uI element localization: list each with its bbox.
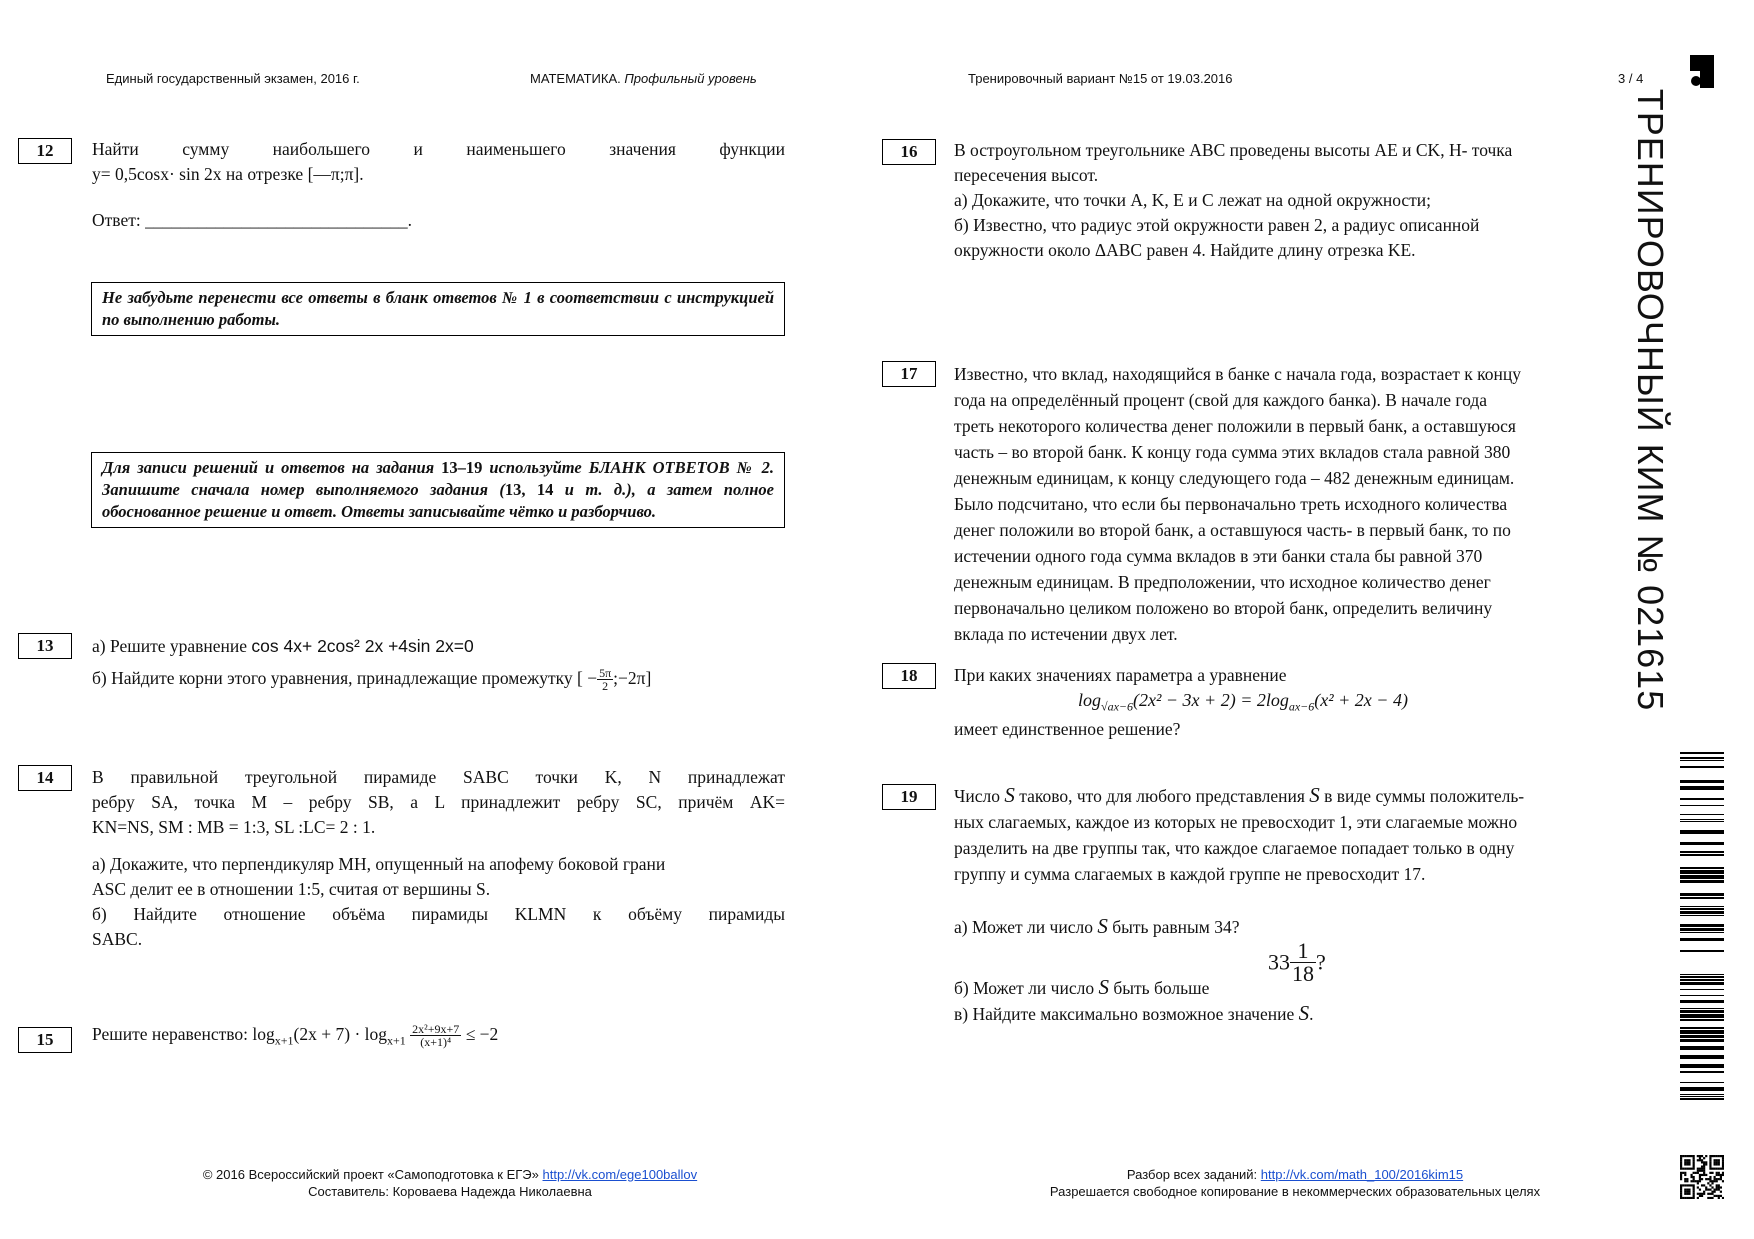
task-14-l2: ребру SA, точка M – ребру SB, a L принадлежит ребру SC, причём AK= bbox=[92, 792, 785, 812]
task-19-b2: быть больше bbox=[1108, 978, 1210, 998]
task-19-frac-num: 1 bbox=[1290, 940, 1316, 963]
task-17-line: треть некоторого количества денег положили в первый банк, а оставшуюся bbox=[954, 416, 1516, 436]
task-18-l3: имеет единственное решение? bbox=[954, 719, 1181, 739]
task-16-l3: а) Докажите, что точки A, K, E и C лежат на одной окружности; bbox=[954, 190, 1432, 210]
task-19-whole: 33 bbox=[1268, 949, 1290, 975]
notice-answer-form-2 bbox=[91, 452, 785, 528]
answer-label: Ответ: bbox=[92, 210, 146, 230]
answer-blank[interactable]: ______________________________. bbox=[145, 210, 412, 230]
task-14-b1: б) Найдите отношение объёма пирамиды KLMN к объёму пирамиды bbox=[92, 904, 785, 924]
task-12-answer bbox=[92, 208, 412, 233]
task-19-l1c: в виде суммы положитель- bbox=[1319, 786, 1525, 806]
task-19-b bbox=[954, 975, 1209, 1001]
task-16-l4: б) Известно, что радиус этой окружности равен 2, а радиус описанной bbox=[954, 215, 1480, 235]
task-19-c2: . bbox=[1309, 1004, 1314, 1024]
task-19-var-s: S bbox=[1098, 975, 1109, 999]
task-14-text bbox=[92, 765, 785, 952]
task-15-text bbox=[92, 1022, 498, 1054]
task-18-mid: (2x² − 3x + 2) = 2log bbox=[1133, 690, 1289, 710]
task-15-fraction bbox=[410, 1023, 461, 1048]
task-17-line: часть – во второй банк. К концу года сумма этих вкладов стала равной 380 bbox=[954, 442, 1511, 462]
task-13-b-text: б) Найдите корни этого уравнения, принадлежащие промежутку [ − bbox=[92, 668, 598, 688]
task-13-a-text: а) Решите уравнение bbox=[92, 636, 252, 656]
task-19-l1b: таково, что для любого представления bbox=[1014, 786, 1310, 806]
task-15-frac-num: 2x²+9x+7 bbox=[412, 1022, 460, 1037]
task-number-19: 19 bbox=[882, 784, 936, 810]
task-19-a bbox=[954, 914, 1240, 940]
task-14-a2: ASC делит ее в отношении 1:5, считая от вершины S. bbox=[92, 879, 491, 899]
task-19-c bbox=[954, 1001, 1313, 1027]
task-17-line: истечении одного года сумма вкладов в эти банки стала бы равной 370 bbox=[954, 546, 1483, 566]
task-18-sub1: √ax−6 bbox=[1101, 699, 1134, 714]
footer-left-link[interactable]: http://vk.com/ege100ballov bbox=[542, 1167, 698, 1182]
task-number-16: 16 bbox=[882, 139, 936, 165]
task-14-l1: В правильной треугольной пирамиде SABC точки K, N принадлежат bbox=[92, 767, 785, 787]
task-17-line: года на определённый процент (свой для каждого банка). В начале года bbox=[954, 390, 1487, 410]
task-16-l2: пересечения высот. bbox=[954, 165, 1099, 185]
task-17-line: Известно, что вклад, находящийся в банке с начала года, возрастает к концу bbox=[954, 364, 1521, 384]
notice-transfer-answers: Не забудьте перенести все ответы в бланк ответов № 1 в соответствии с инструкцией по выполнению работы. bbox=[91, 282, 785, 336]
task-13-frac-num: 5π bbox=[599, 666, 612, 681]
task-19-a2: быть равным 34? bbox=[1107, 917, 1240, 937]
task-18-equation bbox=[1078, 688, 1408, 720]
task-number-14: 14 bbox=[18, 765, 72, 791]
task-17-line: денежным единицам. В предположении, что исходное количество денег bbox=[954, 572, 1491, 592]
task-18-sub2: ax−6 bbox=[1288, 699, 1315, 714]
task-19-var-s: S bbox=[1309, 783, 1320, 807]
notice2-e: и т. д.), а затем полное обоснованное решение и ответ. Ответы записывайте чётко и разборчиво. bbox=[102, 480, 775, 521]
task-14-a1: а) Докажите, что перпендикуляр MH, опущенный на апофему боковой грани bbox=[92, 854, 666, 874]
task-14-b2: SABC. bbox=[92, 929, 143, 949]
footer-right-link[interactable]: http://vk.com/math_100/2016kim15 bbox=[1260, 1167, 1464, 1182]
header-variant: Тренировочный вариант №15 от 19.03.2016 bbox=[968, 71, 1233, 86]
footer-left bbox=[150, 1166, 750, 1200]
task-19-mixed-number bbox=[1268, 940, 1326, 985]
task-19-l4: группу и сумма слагаемых в каждой группе не превосходит 17. bbox=[954, 864, 1426, 884]
task-19-frac bbox=[1290, 940, 1316, 985]
notice2-a: Для записи решений и ответов на задания bbox=[102, 458, 442, 477]
task-17-line: первоначально целиком положено во второй банк, определить величину bbox=[954, 598, 1493, 618]
task-18-l1: При каких значениях параметра a уравнение bbox=[954, 665, 1287, 685]
task-19-l1 bbox=[954, 782, 1654, 809]
task-number-18: 18 bbox=[882, 663, 936, 689]
task-19-var-s: S bbox=[1097, 914, 1108, 938]
task-19-text bbox=[954, 782, 1654, 887]
task-16-l5: окружности около ΔABC равен 4. Найдите длину отрезка KE. bbox=[954, 240, 1416, 260]
task-19-question-mark: ? bbox=[1316, 949, 1326, 975]
side-title: ТРЕНИРОВОЧНЫЙ КИМ № 021615 bbox=[1630, 88, 1671, 712]
footer-author: Составитель: Короваева Надежда Николаевна bbox=[308, 1184, 592, 1199]
notice2-d: 13, 14 bbox=[504, 480, 554, 499]
qr-code-icon bbox=[1680, 1155, 1724, 1199]
task-12-text bbox=[92, 137, 785, 187]
header-exam: Единый государственный экзамен, 2016 г. bbox=[106, 71, 360, 86]
task-12-line2: y= 0,5cosx· sin 2x на отрезке [—π;π]. bbox=[92, 164, 364, 184]
header-page-number: 3 / 4 bbox=[1618, 71, 1644, 86]
task-19-frac-den: 18 bbox=[1292, 961, 1314, 986]
task-19-l3: разделить на две группы так, что каждое слагаемое попадает только в одну bbox=[954, 838, 1515, 858]
task-15-sub1: x+1 bbox=[274, 1033, 294, 1048]
notice2-b: 13–19 bbox=[441, 458, 483, 477]
task-number-17: 17 bbox=[882, 361, 936, 387]
task-15-frac-den: (x+1)⁴ bbox=[420, 1035, 452, 1050]
header-level: Профильный уровень bbox=[624, 71, 757, 86]
task-17-line: денег положили во второй банк, а оставшуюся часть- в первый банк, то по bbox=[954, 520, 1511, 540]
task-15-log1: log bbox=[252, 1024, 275, 1044]
barcode-icon bbox=[1680, 752, 1724, 1100]
task-15-sub2: x+1 bbox=[387, 1033, 406, 1048]
notice2-c: используйте БЛАНК ОТВЕТОВ № 2. Запишите сначала номер выполняемого задания ( bbox=[102, 458, 774, 499]
task-number-12: 12 bbox=[18, 138, 72, 164]
task-number-13: 13 bbox=[18, 633, 72, 659]
task-19-c1: в) Найдите максимально возможное значение bbox=[954, 1004, 1299, 1024]
task-15-label: Решите неравенство: bbox=[92, 1024, 253, 1044]
task-13-a bbox=[92, 634, 474, 659]
task-17-line: вклада по истечении двух лет. bbox=[954, 624, 1178, 644]
task-12-line1: Найти сумму наибольшего и наименьшего значения функции bbox=[92, 139, 785, 159]
task-19-var-s: S bbox=[1004, 783, 1015, 807]
task-15-tail: ≤ −2 bbox=[461, 1024, 499, 1044]
corner-marker-icon bbox=[1690, 55, 1714, 88]
task-19-b1: б) Может ли число bbox=[954, 978, 1099, 998]
footer-analysis-label: Разбор всех заданий: bbox=[1126, 1167, 1261, 1182]
task-15-log2: (2x + 7) · log bbox=[293, 1024, 388, 1044]
task-number-15: 15 bbox=[18, 1027, 72, 1053]
task-13-fraction bbox=[597, 667, 613, 692]
footer-copyright: © 2016 Всероссийский проект «Самоподготовка к ЕГЭ» bbox=[202, 1167, 543, 1182]
task-13-equation: cos 4x+ 2cos² 2x +4sin 2x=0 bbox=[251, 636, 474, 656]
task-17-line: денежным единицам, к концу следующего года – 482 денежным единицам. bbox=[954, 468, 1515, 488]
task-13-b-tail: ;−2π] bbox=[613, 668, 652, 688]
task-18-tail: (x² + 2x − 4) bbox=[1314, 690, 1408, 710]
task-13-frac-den: 2 bbox=[602, 679, 609, 694]
footer-left-line1 bbox=[150, 1166, 750, 1183]
task-18-log1: log bbox=[1078, 690, 1102, 710]
footer-license: Разрешается свободное копирование в некоммерческих образовательных целях bbox=[1049, 1184, 1541, 1199]
task-17-text bbox=[954, 361, 1654, 647]
task-16-text bbox=[954, 138, 1644, 263]
task-19-a1: а) Может ли число bbox=[954, 917, 1098, 937]
footer-right bbox=[1000, 1166, 1590, 1200]
task-19-var-s: S bbox=[1298, 1001, 1310, 1025]
task-17-line: Было подсчитано, что если бы первоначально треть исходного количества bbox=[954, 494, 1508, 514]
header-subject bbox=[530, 71, 757, 86]
task-13-b bbox=[92, 666, 651, 692]
task-19-l2: ных слагаемых, каждое из которых не превосходит 1, эти слагаемые можно bbox=[954, 812, 1518, 832]
footer-right-line1 bbox=[1000, 1166, 1590, 1183]
task-16-l1: В остроугольном треугольнике ABC проведены высоты AE и CK, H- точка bbox=[954, 140, 1513, 160]
task-19-l1a: Число bbox=[954, 786, 1005, 806]
header-subject-name: МАТЕМАТИКА. bbox=[530, 71, 621, 86]
task-14-l3: KN=NS, SM : MB = 1:3, SL :LC= 2 : 1. bbox=[92, 817, 376, 837]
